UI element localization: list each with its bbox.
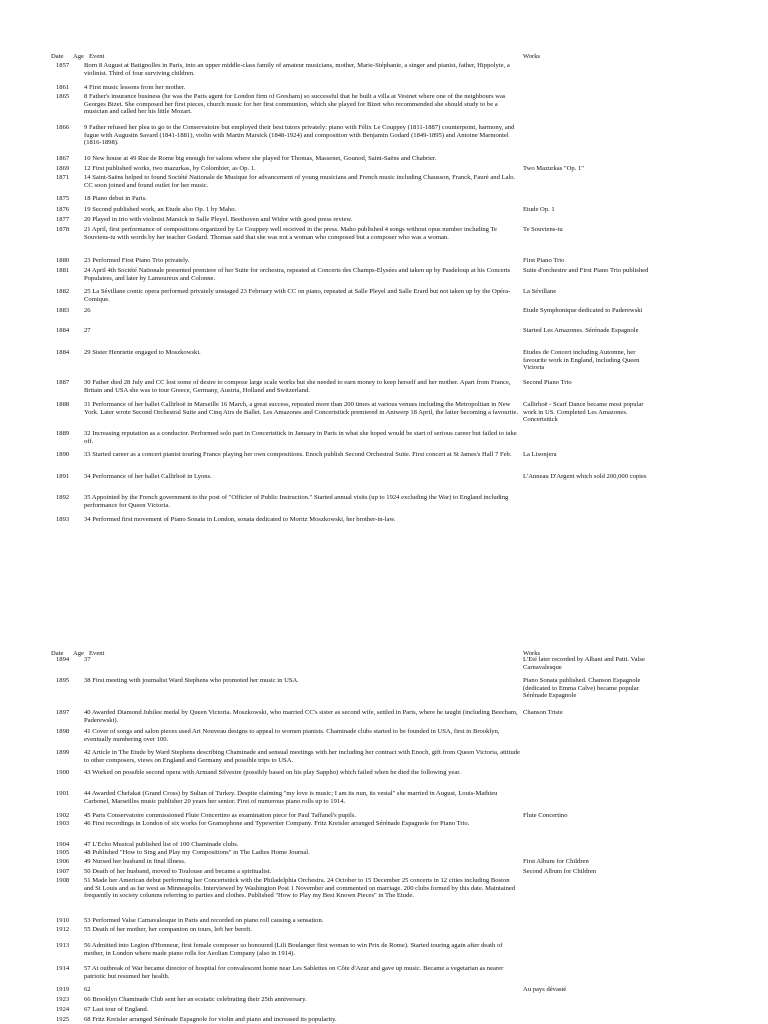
row-event: Born 8 August at Batignolles in Paris, into an upper middle-class family of amateur musicians, mother, Marie-Stéphanie, a singer and pianist, father, Hippolyte, a violinist. Third of four surviving children. [84,62,510,77]
row-works: Te Souviens-tu [523,226,563,233]
row-event: 26 [84,307,91,314]
row-event: 51 Made her American debut performing her Concertstück with the Philadelphia Orchestra. 24 October to 15 December 25 concerts in 12 cities including Boston and St Louis and as far west as Minneapolis. Interviewed by Washington Post 1 November and commented on marriage. 200 clubs formed by this date. Maintained frequently in society columns referring to parties and clothes. Published "How to Play my Best Known Pieces" in The Etude. [84,877,516,900]
row-event: 50 Death of her husband, moved to Toulouse and became a spiritualist. [84,868,272,875]
row-year: 1888 [56,401,70,408]
row-year: 1880 [56,257,70,264]
row-year: 1883 [56,307,70,314]
row-year: 1871 [56,174,70,181]
row-year: 1882 [56,288,70,295]
row-year: 1895 [56,677,70,684]
row-works: Second Piano Trio [523,379,572,386]
row-event: 9 Father refused her plea to go to the Conservatoire but employed their best tutors privately: piano with Félix Le Couppey (1811-1887) counterpoint, harmony, and fugue with Augustin Savard (1841-1881), violin with Martin Marsick (1848-1924) and composition with Benjamin Godard (1849-1895) and Antoine Marmontel (1816-1898). [84,124,515,147]
row-event: 55 Death of her mother, her companion on tours, left her bereft. [84,926,252,933]
row-year: 1875 [56,195,70,202]
row-year: 1908 [56,877,70,884]
row-event: 18 Piano debut in Paris. [84,195,147,202]
row-works: Suite d'orchestre and First Piano Trio published [523,267,649,274]
row-year: 1891 [56,473,70,480]
row-year: 1902 [56,812,70,819]
row-event: 14 Saint-Saëns helped to found Société Nationale de Musique for advancement of young musicians and French music including Chausson, Franck, Fauré and Lalo. CC soon joined and found outlet for her music. [84,174,516,189]
row-event: 8 Father's insurance business (he was the Paris agent for London firm of Gresham) so successful that he built a villa at Vesinet where one of the neighbours was Georges Bizet. She composed her first pieces, church music for her first communion, which she played for Bizet who recommended she should study to be a musician and called her his little Mozart. [84,93,506,116]
row-year: 1867 [56,155,70,162]
header-works: Works [523,650,541,657]
row-event: 44 Awarded Chefakat (Grand Cross) by Sultan of Turkey. Despite claiming "my love is music; I am its nun, its vestal" she married in August, Louis-Mathieu Carbonel, Marseilles music publisher 20 years her senior. First of numerous piano rolls up to 1914. [84,790,498,805]
row-works: Started Les Amazones. Sérénade Espagnole [523,327,639,334]
row-event: 21 April, first performance of compositions organized by Le Couppey well received in the press. Maho published 4 songs without opus number including Te Souviens-tu with words by her teacher Godard. Thomas said that she was not a woman who composed but a composer who was a woman. [84,226,497,241]
row-year: 1923 [56,996,70,1003]
header-date: Date [51,53,64,60]
row-year: 1899 [56,749,70,756]
row-event: 43 Worked on possible second opera with Armand Silvestre (possibly based on his play Sappho) which failed when he died the following year. [84,769,461,776]
row-event: 10 New house at 49 Rue de Rome big enough for salons where she played for Thomas, Massenet, Gounod, Saint-Saëns and Chabrier. [84,155,437,162]
row-event: 35 Appointed by the French government to the post of "Officier of Public Instruction." Started annual visits (up to 1924 excluding the War) to England including performance for Queen Victoria. [84,494,509,509]
row-year: 1884 [56,327,70,334]
row-event: 57 At outbreak of War became director of hospital for convalescent home near Les Sablettes on Côte d'Azur and gave up music. Became a vegetarian as nearer patriotic but resumed her health. [84,965,504,980]
row-year: 1893 [56,516,70,523]
row-year: 1900 [56,769,70,776]
row-works: L'Anneau D'Argent which sold 200,000 copies [523,473,647,480]
row-year: 1906 [56,858,70,865]
row-year: 1914 [56,965,70,972]
row-year: 1901 [56,790,70,797]
row-event: 40 Awarded Diamond Jubilee medal by Queen Victoria. Moszkowski, who married CC's sister as second wife, settled in Paris, where he taught (including Beecham, Paderewski). [84,709,518,724]
header-event: Event [89,53,105,60]
row-event: 42 Article in The Etude by Ward Stephens describing Chaminade and sensual meetings with her including her contract with Enoch, gift from Queen Victoria, attitude to other composers, views on England and Germany and possible trips to USA. [84,749,520,764]
row-event: 24 April 4th Société Nationale presented premiere of her Suite for orchestra, repeated at Concerts des Champs-Elysées and taken up by Pasdeloup at his Concerts Populaires, and later by Lamoureux and Colonne. [84,267,511,282]
row-year: 1904 [56,841,70,848]
row-event: 49 Nursed her husband in final illness. [84,858,186,865]
row-event: 56 Admitted into Legion d'Honneur, first female composer so honoured (Lili Boulanger first woman to win Prix de Rome). Started touring again after death of mother, in London where made piano rolls for Aeolian Company (also in 1914). [84,942,503,957]
row-year: 1887 [56,379,70,386]
row-event: 33 Started career as a concert pianist touring France playing her own compositions. Enoch publish Second Orchestral Suite. First concert at St James's Hall 7 Feb. [84,451,512,458]
row-year: 1881 [56,267,70,274]
table-header-1 [0,52,768,61]
row-works: Flute Concertino [523,812,568,819]
row-event: 34 Performance of her ballet Callirhoë in Lyons. [84,473,212,480]
row-event: 34 Performed first movement of Piano Sonata in London, sonata dedicated to Moritz Moszkowski, her brother-in-law. [84,516,396,523]
row-year: 1866 [56,124,70,131]
row-year: 1878 [56,226,70,233]
row-event: 12 First published works, two mazurkas, by Colombier, as Op. 1. [84,165,256,172]
row-event: 32 Increasing reputation as a conductor. Performed solo part in Concertstück in January in Paris in what she hoped would be start of serious career but failed to take off. [84,430,517,445]
row-event: 4 First music lessons from her mother. [84,84,186,91]
row-event: 48 Published "How to Sing and Play my Compositions" in The Ladies Home Journal. [84,849,310,856]
row-works: La Lisonjera [523,451,557,458]
row-works: First Piano Trio [523,257,565,264]
row-event: 37 [84,656,91,663]
row-works: Second Album for Children [523,868,597,875]
row-event: 27 [84,327,91,334]
row-event: 68 Fritz Kreisler arranged Sérénade Espagnole for violin and piano and increased its popularity. [84,1016,337,1023]
row-year: 1919 [56,986,70,993]
row-year: 1892 [56,494,70,501]
row-event: 19 Second published work, an Etude also Op. 1 by Maho. [84,206,237,213]
row-works: First Album for Children [523,858,589,865]
row-event: 41 Cover of songs and salon pieces used Art Nouveau designs to appeal to women pianists. Chaminade clubs started to be founded in USA, first in Brooklyn, eventually numbering over 100. [84,728,500,743]
row-year: 1905 [56,849,70,856]
row-year: 1877 [56,216,70,223]
row-year: 1897 [56,709,70,716]
row-works: Au pays dévasté [523,986,567,993]
row-year: 1913 [56,942,70,949]
row-event: 20 Played in trio with violinist Marsick in Salle Pleyel. Beethoven and Widor with good press review. [84,216,353,223]
row-event: 53 Performed Valse Carnavalesque in Paris and recorded on piano roll causing a sensation. [84,917,324,924]
row-works: Etude Op. 1 [523,206,555,213]
row-year: 1857 [56,62,70,69]
row-year: 1910 [56,917,70,924]
row-event: 62 [84,986,91,993]
header-event: Event [89,650,105,657]
row-year: 1876 [56,206,70,213]
row-works: La Sévillane [523,288,557,295]
row-event: 46 First recordings in London of six works for Gramophone and Typewriter Company. Fritz Kreisler arranged Sérénade Espagnole for Piano Trio. [84,820,470,827]
row-works: Etudes de Concert including Automne, her favourite work in England, including Queen Victoria [523,349,640,372]
header-age: Age [73,650,84,657]
row-event: 38 First meeting with journalist Ward Stephens who promoted her music in USA. [84,677,299,684]
row-year: 1865 [56,93,70,100]
row-event: 29 Sister Henriette engaged to Moszkowski. [84,349,201,356]
row-year: 1924 [56,1006,70,1013]
header-date: Date [51,650,64,657]
row-year: 1884 [56,349,70,356]
row-year: 1861 [56,84,70,91]
row-year: 1894 [56,656,70,663]
row-works: Piano Sonata published. Chanson Espagnole (dedicated to Emma Calve) became popular Sérénade Espagnole [523,677,641,700]
row-event: 31 Performance of her ballet Callirhoë in Marseille 16 March, a great success, repeated more than 200 times at various venues including the Metropolitan in New York. Later wrote Second Orchestral Suite and Cinq Airs de Ballet. Les Amazones and Concertstück premiered in Antwerp 18 April, the latter becoming a favourite. [84,401,519,416]
row-works: Etude Symphonique dedicated to Paderewski [523,307,643,314]
row-year: 1890 [56,451,70,458]
row-works: Callirhoë - Scarf Dance became most popular work in US. Completed Les Amazones. Concertstück [523,401,644,424]
row-event: 23 Performed First Piano Trio privately. [84,257,190,264]
row-year: 1925 [56,1016,70,1023]
row-works: L'Eté later recorded by Albani and Patti. Valse Carnavalesque [523,656,645,671]
row-year: 1869 [56,165,70,172]
row-year: 1907 [56,868,70,875]
row-year: 1898 [56,728,70,735]
row-event: 45 Paris Conservatoire commissioned Flute Concertino as examination piece for Paul Taffanel's pupils. [84,812,357,819]
row-event: 25 La Sévillane comic opera performed privately unstaged 23 February with CC on piano, repeated at Salle Pleyel and Salle Erard but not taken up by the Opéra-Comique. [84,288,511,303]
row-year: 1912 [56,926,70,933]
row-year: 1903 [56,820,70,827]
row-year: 1889 [56,430,70,437]
row-event: 47 L'Echo Musical published list of 100 Chaminade clubs. [84,841,239,848]
header-works: Works [523,53,541,60]
row-event: 30 Father died 28 July and CC lost some of desire to compose large scale works but she needed to earn money to keep herself and her mother. Apart from France, Britain and USA she was to tour Greece, Germany, Austria, Holland and Switzerland. [84,379,511,394]
header-age: Age [73,53,84,60]
row-works: Chanson Triste [523,709,563,716]
row-event: 66 Brooklyn Chaminade Club sent her an ecstatic celebrating their 25th anniversary. [84,996,307,1003]
row-event: 67 Last tour of England. [84,1006,149,1013]
row-works: Two Mazurkas "Op. 1" [523,165,584,172]
